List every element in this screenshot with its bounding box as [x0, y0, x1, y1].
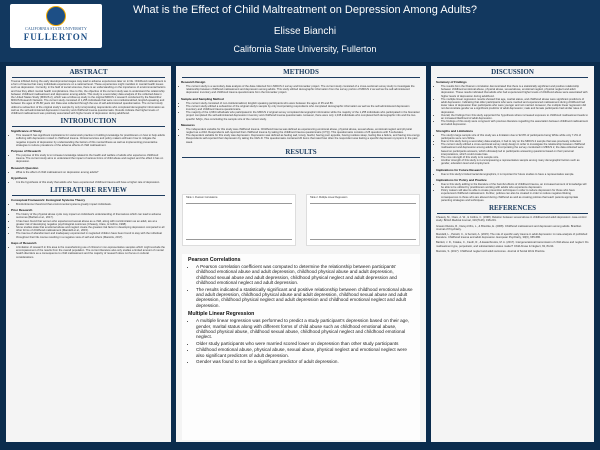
policy-label: Implications for Policy and Practice [436, 177, 487, 182]
hypothesis-label: Hypothesis [11, 175, 28, 180]
bullet-item: • The multiple linear regression results showed that age, marital status, and childhood abuse were significant predictors of adult depression. Indicating that older participants who were married and experienced maltreatment during childhood had lower rates of depression than participants who were younger and not married. However, the multiple linear regression did not demonstrate gender as a significant predictor of adult depression; male and female participants had similar rates of depression. [441, 98, 589, 114]
policy-list [431, 183, 594, 202]
poster-title: What is the Effect of Child Maltreatment on Depression Among Adults? [132, 4, 478, 16]
bullet-item: • The current study utilized a subsection of the original study's sample by only incorporating respondents who completed demographic information as well as the self-administered depression inventory and childhood trauma questionnaire. [186, 105, 421, 111]
left-column [6, 66, 171, 442]
results-heading: RESULTS [285, 147, 317, 156]
question-label: Research Question [11, 165, 39, 170]
gaps-label: Gaps of Research [11, 240, 37, 245]
references-rule [437, 213, 588, 214]
bullet-item: • Policy makers will also be able to create prevention techniques in order to reduce depression for those who have experienced childhood maltreatment. Further, policies can also be created in order to reduce negative lifelong consequences to those who are abused during childhood as well as creating policies that teach parents appropriate parenting strategies and techniques. [441, 189, 589, 202]
reference-item: Mandelli, L., Petrelli, C., & Serretti, A. (2015). The role of specific early trauma in adult depression: A meta-analysis of published literature. Childhood trauma and adult depression. European Psychiatry, 30(6), 665-680. [436, 232, 588, 240]
strengths-list [431, 134, 594, 166]
abstract-text: Trauma inflicted during the early developmental stages may lead to adverse experiences later on in life. Childhood maltreatment is a form of trauma that many individuals experience on a national level. These experiences might manifest in mental health issues such as depression. Currently, in the field of social sciences, there is an understanding on the importance of environmental factors and how they affect mental health complications. Due to this, the objective of the current study was to understand the relationship between childhood maltreatment and depression among adults. This study is a secondary data analysis of the collected data in the United States Study (MIDUS 2), which was a follow-up study to the original MIDUS 1 research conducted by the MacArthur MIDUS Research Network. The current study consisted of 1,255 individuals that were non-institutionalized, English-speaking and between the ages of 35-86 years old. Data was collected through the use of self-administered questionnaires. The current study utilized a subsection of the original study's sample by only incorporating respondents who completed demographic information as well as the self-administered depression inventory and childhood trauma questionnaire. Results indicate that higher levels of childhood maltreatment was positively associated with higher levels of depression during adulthood. [11, 80, 166, 116]
bullet-item: • A multiple linear regression was performed to predict a study participant's depression based on their age, gender, marital status along with different forms of child abuse such as childhood emotional abuse, childhood physical abuse, childhood sexual abuse, childhood physical neglect and childhood emotional neglect. [196, 318, 414, 340]
discussion-rule [437, 77, 588, 78]
references-list [431, 216, 594, 253]
purpose-label: Purpose of Research [11, 149, 42, 154]
bullet-item: • What is the effect of child maltreatment on depression among adults? [16, 171, 166, 174]
middle-column [176, 66, 426, 442]
summary-list [431, 85, 594, 127]
regression-list [182, 318, 420, 364]
introduction-heading: INTRODUCTION [60, 117, 117, 126]
logo-campus-name: FULLERTON [23, 32, 89, 42]
bullet-item: • The core strength of this study is its sample size. [441, 156, 589, 159]
bullet-item: • Older study participants who were married scored lower on depression than other study participants [196, 341, 414, 346]
bullet-item: • The independent variable for this study was childhood trauma. Childhood trauma was defined as experiencing emotional abuse, physical abuse, sexual abuse, emotional neglect and physical neglect as a child. Respondents self-reported their childhood trauma by taking the childhood trauma questionnaire (CTQ). This questionnaire consists of 25 questions with 5 subscales. [186, 128, 421, 134]
university-logo [10, 4, 102, 48]
table-line [186, 203, 292, 204]
framework-list [6, 203, 171, 206]
prior-research-label: Prior Research [11, 208, 33, 213]
bullet-item: • The results indicated a statistically significant and positive relationship between childhood emotional abuse and adult depression, childhood physical abuse and adult depression, childhood sexual abuse and adult depression, childhood physical neglect and adult depression and childhood emotional neglect and adult depression. [196, 287, 414, 309]
right-column [431, 66, 594, 442]
abstract-heading: ABSTRACT [69, 68, 108, 76]
bullet-item: • The dependent variable for this study was depression. Depression was defined as feeling sad, lonely, fearful, having poor appetite, having restless sleep, feeling like a failure, and having low energy. Respondents self-reported their depression by taking the CES-D. This questionnaire contained 20 items that rated how often the respondent was feeling a specific depression symptom in the past week. [186, 134, 421, 144]
reference-item: Bartlett, J. D., Kotake, C., Fauth, R., & Easterbrooks, M. A. (2017). Intergenerational transmission of child abuse and neglect: Do maltreatment type, perpetrator, and substantiation status matter? Child Abuse & Neglect, 63, 84-94. [436, 241, 589, 248]
bullet-item: • The results from the Pearson correlation demonstrated that there is a statistically significant and positive relationship between childhood emotional abuse, physical abuse, sexual abuse, emotional neglect, physical neglect and adult depression. These results indicated that adults who had experienced higher levels of childhood abuse were associated with higher levels of depression during adulthood. [441, 85, 589, 98]
bullet-item: • The purpose of this study is to increase knowledge related to the health and welfare of adults who experience childhood trauma. The current study aims to understand the impact of various forms of child abuse and neglect and the effect it has on depression. [16, 154, 166, 164]
design-list [176, 85, 426, 95]
pearson-table-title: Table 1. Pearson Correlations [186, 196, 218, 199]
bullet-item: • Some studies state that emotional abuse and neglect create the greatest risk factor in developing depression compared to all other forms of childhood maltreatment (Mandelli et al., 2015). [16, 226, 166, 232]
results-rule [182, 157, 420, 158]
bullet-item: • A Pearson correlation coefficient was computed to determine the relationship between participants' childhood emotional abuse and adult depression, childhood physical abuse and adult depression, childhood sexual abuse and adult depression, childhood physical neglect and adult depression and childhood emotional neglect and adult depression. [196, 264, 414, 286]
bullet-item: • Gender was found to not be a significant predictor of adult depression. [196, 359, 414, 364]
bullet-item: • Due to this study's limited racial demographics, it is important for future studies to have a representative sample. [441, 173, 589, 176]
methods-rule [182, 77, 420, 78]
hypothesis-list [6, 181, 171, 184]
table-line [310, 203, 416, 204]
university-seal-icon [46, 6, 66, 26]
literature-rule [12, 195, 165, 196]
bullet-item: • Due to this study being a secondary data analysis, it had to rely on the MIDUS 2 sample that was previously collected. [441, 140, 589, 143]
implications-label: Implications for Future Research [436, 167, 483, 172]
pearson-label: Pearson Correlations [188, 257, 241, 263]
bullet-item: • Due to this study adding to the literature of the harmful effects of childhood trauma, an increased amount of knowledge will be able to be utilized by practitioners working with adults who experience depression. [441, 183, 589, 189]
poster-author: Elisse Bianchi [273, 26, 337, 37]
bullet-item: • Another strength of this study is it encompassing a representative sample among many demographic factors such as gender, education level and employment. [441, 159, 589, 165]
reference-item: Cheasty, M., Clare, A. W., & Collins, C. (1998). Relation between sexual abuse in childhood and adult depression: case-control study. British Medical Journal, 316(7126), 198-201. [436, 216, 587, 223]
summary-label: Summary of Findings [436, 80, 467, 84]
prior-research-list [6, 213, 171, 239]
abstract-rule [12, 77, 165, 78]
bullet-item: • Bronfenbrenner theorized that environmental systems greatly impact individuals. [16, 203, 166, 206]
significance-list [6, 134, 171, 147]
results-tables [182, 194, 420, 250]
framework-label: Conceptual Framework: Ecological Systems Theory [11, 198, 86, 203]
bullet-item: • It has been found that women who experienced sexual abuse as a child, along with revictimization as an adult, are at a greater risk of developing negative psychological outcomes (Cheasty, Clare, & Collins, 1998). [16, 220, 166, 226]
implications-list [431, 173, 594, 176]
bullet-item: • A limitation of research in this area is the overwhelming use of clinical or non-representative samples which might exclude the encompassment of the results from the overall population. The current literature also only studies a limited amount of mental health disorders as a consequence to child maltreatment and the majority of research does not focus on cultural considerations. [16, 246, 166, 259]
sampling-label: Sample and Sampling Method [181, 96, 224, 101]
pearson-table [182, 194, 296, 246]
table-line [310, 239, 416, 240]
regression-label: Multiple Linear Regression [188, 311, 255, 318]
sampling-list [176, 102, 426, 121]
bullet-item: • Childhood emotional abuse, physical abuse, sexual abuse, physical neglect and emotional neglect were also significant predictors of adult depression. [196, 347, 414, 358]
bullet-item: • The majority of the 4,963 individuals who participated in the MIDUS 2 original survey completed demographic information while the majority of the 1,255 individuals who participated in the biomarker project completed the self-administered depression inventory and childhood trauma questionnaire. However, there were only 1,045 individuals who completed both demographic info and the two specific SAQs, thus concluding the sample size of the current study. [186, 111, 421, 121]
strengths-label: Strengths and Limitations [436, 128, 474, 133]
measures-label: Measures [181, 122, 195, 127]
pearson-list [182, 264, 420, 308]
table-line [186, 239, 292, 240]
methods-heading: METHODS [283, 68, 319, 76]
regression-table [306, 194, 420, 246]
gaps-list [6, 246, 171, 259]
bullet-item: • This research has significant implications for social work practice in building knowledge for practitioners on how to help adults suffering with depression rooted in childhood trauma. Clinical services and policy makers will learn how to mitigate the negative impacts of depression by understanding the factors of this mental illness as well as implementing preventative strategies to reduce prevalence of the adverse effects of child maltreatment. [16, 134, 166, 147]
logo-university-name: CALIFORNIA STATE UNIVERSITY [25, 26, 87, 31]
references-heading: REFERENCES [488, 204, 537, 213]
bullet-item: • The study's large sample size of this study are a limitation due to 92.8% of participants being White while only 7.2% of participants were non-White. [441, 134, 589, 140]
bullet-item: • The current study utilized a cross-sectional survey study design in order to investigate the relationship between childhood maltreatment and depression among adults. By incorporating the survey conducted in MIDUS 2, the data collected were based on participants answers, which ultimately led to participants answering questions based on their personal interpretations, which could create bias. [441, 143, 589, 156]
purpose-list [6, 154, 171, 164]
bullet-item: • The current study consisted of non-institutionalized, English speaking participants who were between the ages of 35 and 86. [186, 102, 421, 105]
bullet-item: • The history of the physical abuse cycle may impact an individual's understanding of themselves which can lead to adverse outcomes (Bartlett et al., 2017). [16, 213, 166, 219]
bullet-item: • Overall, the findings from this study supported the hypothesis where increased exposure to childhood maltreatment leads to an increased likelihood of adult depression. [441, 114, 589, 120]
results-summary [182, 254, 420, 440]
bullet-item: • It is the hypothesis of this study that adults who have experienced childhood trauma will have a higher rate of depression. [16, 181, 166, 184]
design-label: Research Design [181, 80, 206, 84]
bullet-item: • The findings of this study were congruent with previous literature regarding the association between childhood maltreatment and adult depression. [441, 120, 589, 126]
significance-label: Significance of Study [11, 129, 42, 134]
question-list [6, 171, 171, 174]
reference-item: Grassi-Oliveira, R., Daruy-Filho, L., & Brietzke, E. (2008). Childhood maltreatment and depression among adults. Brazilian Journal of Psychiatry. [436, 224, 582, 231]
reference-item: Maniotis, S. (2017). Childhood neglect and adult outcomes. Journal of Social Work Practice. [436, 249, 546, 253]
poster-affiliation: California State University, Fullerton [233, 44, 377, 54]
discussion-heading: DISCUSSION [491, 68, 534, 76]
bullet-item: • The trauma of abandonment and inadequacy experienced in neglected children have been found to stay with the individual throughout their life course resulting in a negative view of self and others (Maniotis, 2017). [16, 232, 166, 238]
bullet-item: • The current study is a secondary data analysis of the data collected from MIDUS 2 survey and biomarker project. The current study consisted of a cross-sectional survey study to investigate the relationship between childhood maltreatment and depression among adults. This study utilized demographic information from the survey portion of MIDUS 2 as well as the self-administered depression inventory and childhood trauma questionnaire from the biomarker project. [186, 85, 421, 95]
regression-table-title: Table 2. Multiple Linear Regression [310, 196, 348, 199]
poster-header [0, 0, 600, 62]
introduction-rule [12, 126, 165, 127]
literature-heading: LITERATURE REVIEW [50, 186, 127, 195]
measures-list [176, 128, 426, 144]
